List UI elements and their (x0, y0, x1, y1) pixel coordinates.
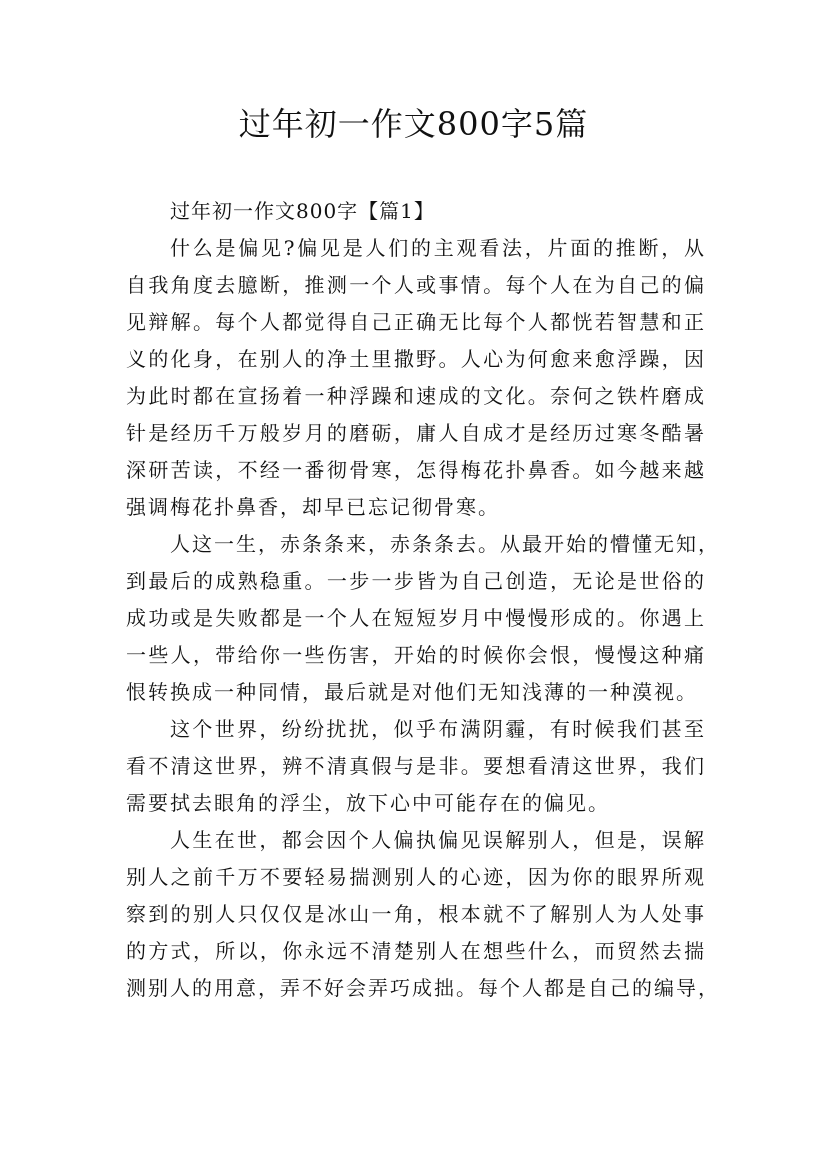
paragraph-line: 人生在世，都会因个人偏执偏见误解别人，但是，误解 (170, 828, 706, 852)
paragraph-line: 为此时都在宣扬着一种浮躁和速成的文化。奈何之铁杵磨成 (126, 384, 706, 408)
paragraph-line: 自我角度去臆断，推测一个人或事情。每个人在为自己的偏 (126, 273, 706, 297)
paragraph-line: 强调梅花扑鼻香，却早已忘记彻骨寒。 (126, 495, 500, 519)
paragraph-2 (126, 526, 720, 711)
paragraph-line: 成功或是失败都是一个人在短短岁月中慢慢形成的。你遇上 (126, 606, 706, 630)
paragraph-line: 见辩解。每个人都觉得自己正确无比每个人都恍若智慧和正 (126, 310, 706, 334)
paragraph-line: 察到的别人只仅仅是冰山一角，根本就不了解别人为人处事 (126, 902, 706, 926)
paragraph-line: 针是经历千万般岁月的磨砺，庸人自成才是经历过寒冬酷暑 (126, 421, 706, 445)
paragraph-4 (126, 822, 720, 1007)
paragraph-line: 看不清这世界，辨不清真假与是非。要想看清这世界，我们 (126, 754, 706, 778)
paragraph-line: 什么是偏见?偏见是人们的主观看法，片面的推断，从 (170, 236, 706, 260)
paragraph-line: 测别人的用意，弄不好会弄巧成拙。每个人都是自己的编导， (126, 976, 720, 1000)
document-title: 过年初一作文800字5篇 (238, 105, 589, 143)
paragraph-line: 人这一生，赤条条来，赤条条去。从最开始的懵懂无知， (170, 532, 720, 556)
paragraph-3 (126, 711, 716, 822)
paragraph-line: 恨转换成一种同情，最后就是对他们无知浅薄的一种漠视。 (126, 680, 698, 704)
paragraph-line: 需要拭去眼角的浮尘，放下心中可能存在的偏见。 (126, 791, 610, 815)
paragraph-1 (126, 230, 716, 526)
paragraph-line: 深研苦读，不经一番彻骨寒，怎得梅花扑鼻香。如今越来越 (126, 458, 706, 482)
document-body (126, 193, 720, 1007)
paragraph-line: 的方式，所以，你永远不清楚别人在想些什么，而贸然去揣 (126, 939, 706, 963)
paragraph-line: 别人之前千万不要轻易揣测别人的心迹，因为你的眼界所观 (126, 865, 706, 889)
section-heading: 过年初一作文800字【篇1】 (170, 199, 435, 223)
paragraph-line: 到最后的成熟稳重。一步一步皆为自己创造，无论是世俗的 (126, 569, 706, 593)
paragraph-line: 这个世界，纷纷扰扰，似乎布满阴霾，有时候我们甚至 (170, 717, 706, 741)
paragraph-line: 义的化身，在别人的净土里撒野。人心为何愈来愈浮躁，因 (126, 347, 706, 371)
paragraph-line: 一些人，带给你一些伤害，开始的时候你会恨，慢慢这种痛 (126, 643, 706, 667)
